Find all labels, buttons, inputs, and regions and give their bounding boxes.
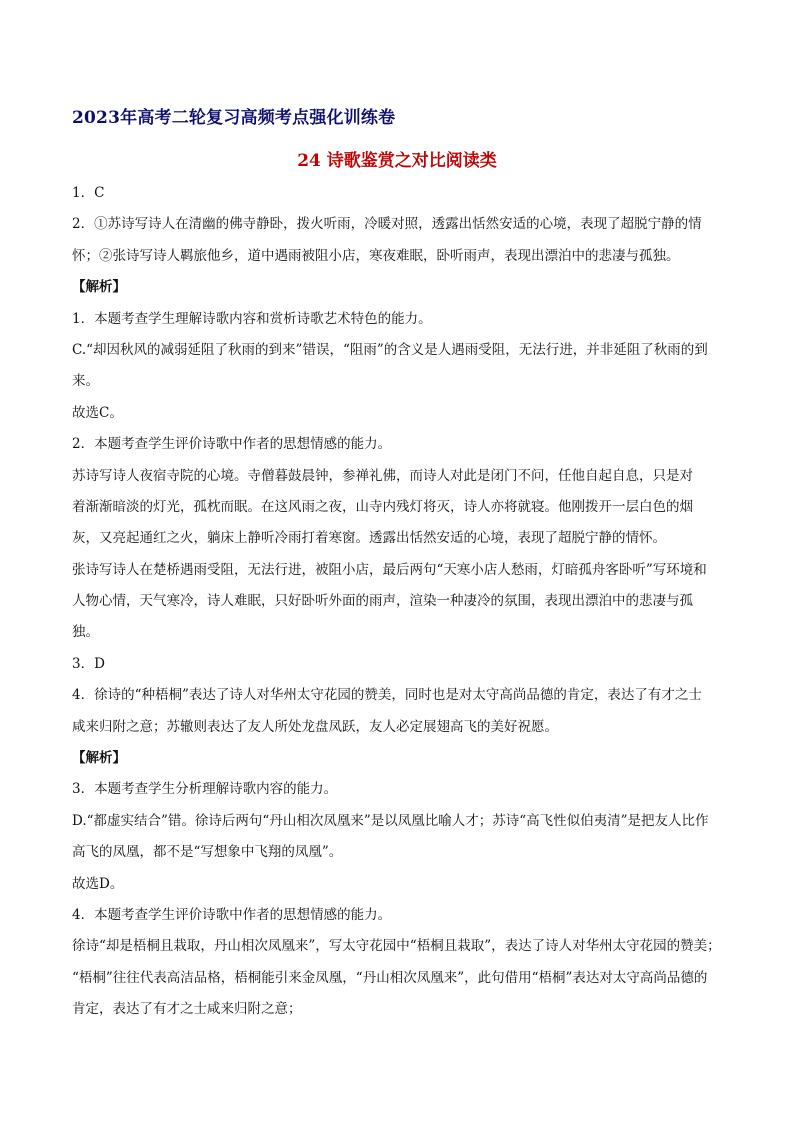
text-line: 2．本题考查学生评价诗歌中作者的思想情感的能力。 xyxy=(72,436,392,453)
answer-body xyxy=(72,178,724,1026)
analysis-heading: 【解析】 xyxy=(72,279,126,296)
document-title: 2023年高考二轮复习高频考点强化训练卷 xyxy=(72,108,396,128)
text-line: 故选C。 xyxy=(72,404,123,421)
text-line: 来。 xyxy=(72,373,99,390)
text-line: 4．本题考查学生评价诗歌中作者的思想情感的能力。 xyxy=(72,906,392,923)
text-line: 人物心情，天气寒冷，诗人难眠，只好卧听外面的雨声，渲染一种凄冷的氛围，表现出漂泊中的悲凄与孤 xyxy=(72,593,693,610)
text-line: 咸来归附之意；苏辙则表达了友人所处龙盘凤跃，友人必定展翅高飞的美好祝愿。 xyxy=(72,718,558,735)
text-line: C.“却因秋风的减弱延阻了秋雨的到来”错误，“阻雨”的含义是人遇雨受阻，无法行进，并非延阻了秋雨的到 xyxy=(72,341,708,358)
text-line: 4．徐诗的“种梧桐”表达了诗人对华州太守花园的赞美，同时也是对太守高尚品德的肯定，表达了有才之士 xyxy=(72,687,702,704)
text-line: 肯定，表达了有才之士咸来归附之意； xyxy=(72,1001,302,1018)
text-line: 高飞的凤凰，都不是“写想象中飞翔的凤凰”。 xyxy=(72,844,343,861)
text-line: 怀；②张诗写诗人羁旅他乡，道中遇雨被阻小店，寒夜难眠，卧听雨声，表现出漂泊中的悲凄与孤独。 xyxy=(72,247,680,264)
text-line: 苏诗写诗人夜宿寺院的心境。寺僧暮鼓晨钟，参禅礼佛，而诗人对此是闭门不问，任他自起自息，只是对 xyxy=(72,467,693,484)
analysis-heading: 【解析】 xyxy=(72,750,126,767)
text-line: 灰，又亮起通红之火，躺床上静听冷雨打着寒窗。透露出恬然安适的心境，表现了超脱宁静的情怀。 xyxy=(72,530,666,547)
text-line: 着渐渐暗淡的灯光，孤枕而眠。在这风雨之夜，山寺内残灯将灭，诗人亦将就寝。他刚拨开一层白色的烟 xyxy=(72,498,693,515)
text-line: 2．①苏诗写诗人在清幽的佛寺静卧，拨火听雨，冷暖对照，透露出恬然安适的心境，表现了超脱宁静的情 xyxy=(72,216,702,233)
text-line: 张诗写诗人在楚桥遇雨受阻，无法行进，被阻小店，最后两句“天寒小店人愁雨，灯暗孤舟客卧听”写环境和 xyxy=(72,561,707,578)
text-line: 独。 xyxy=(72,624,99,641)
section-title: 24 诗歌鉴赏之对比阅读类 xyxy=(297,151,497,171)
text-line: 3．本题考查学生分析理解诗歌内容的能力。 xyxy=(72,781,338,798)
text-line: 1．本题考查学生理解诗歌内容和赏析诗歌艺术特色的能力。 xyxy=(72,310,432,327)
text-line: 徐诗“却是梧桐且栽取，丹山相次凤凰来”，写太守花园中“梧桐且栽取”，表达了诗人对华州太守花园的赞美； xyxy=(72,938,721,955)
text-line: 1．C xyxy=(72,185,105,201)
text-line: “梧桐”往往代表高洁品格，梧桐能引来金凤凰，“丹山相次凤凰来”，此句借用“梧桐”表达对太守高尚品德的 xyxy=(72,969,708,986)
text-line: D.“都虚实结合”错。徐诗后两句“丹山相次凤凰来”是以凤凰比喻人才；苏诗“高飞性似伯夷清”是把友人比作 xyxy=(72,812,709,829)
text-line: 3．D xyxy=(72,655,105,672)
text-line: 故选D。 xyxy=(72,875,124,892)
